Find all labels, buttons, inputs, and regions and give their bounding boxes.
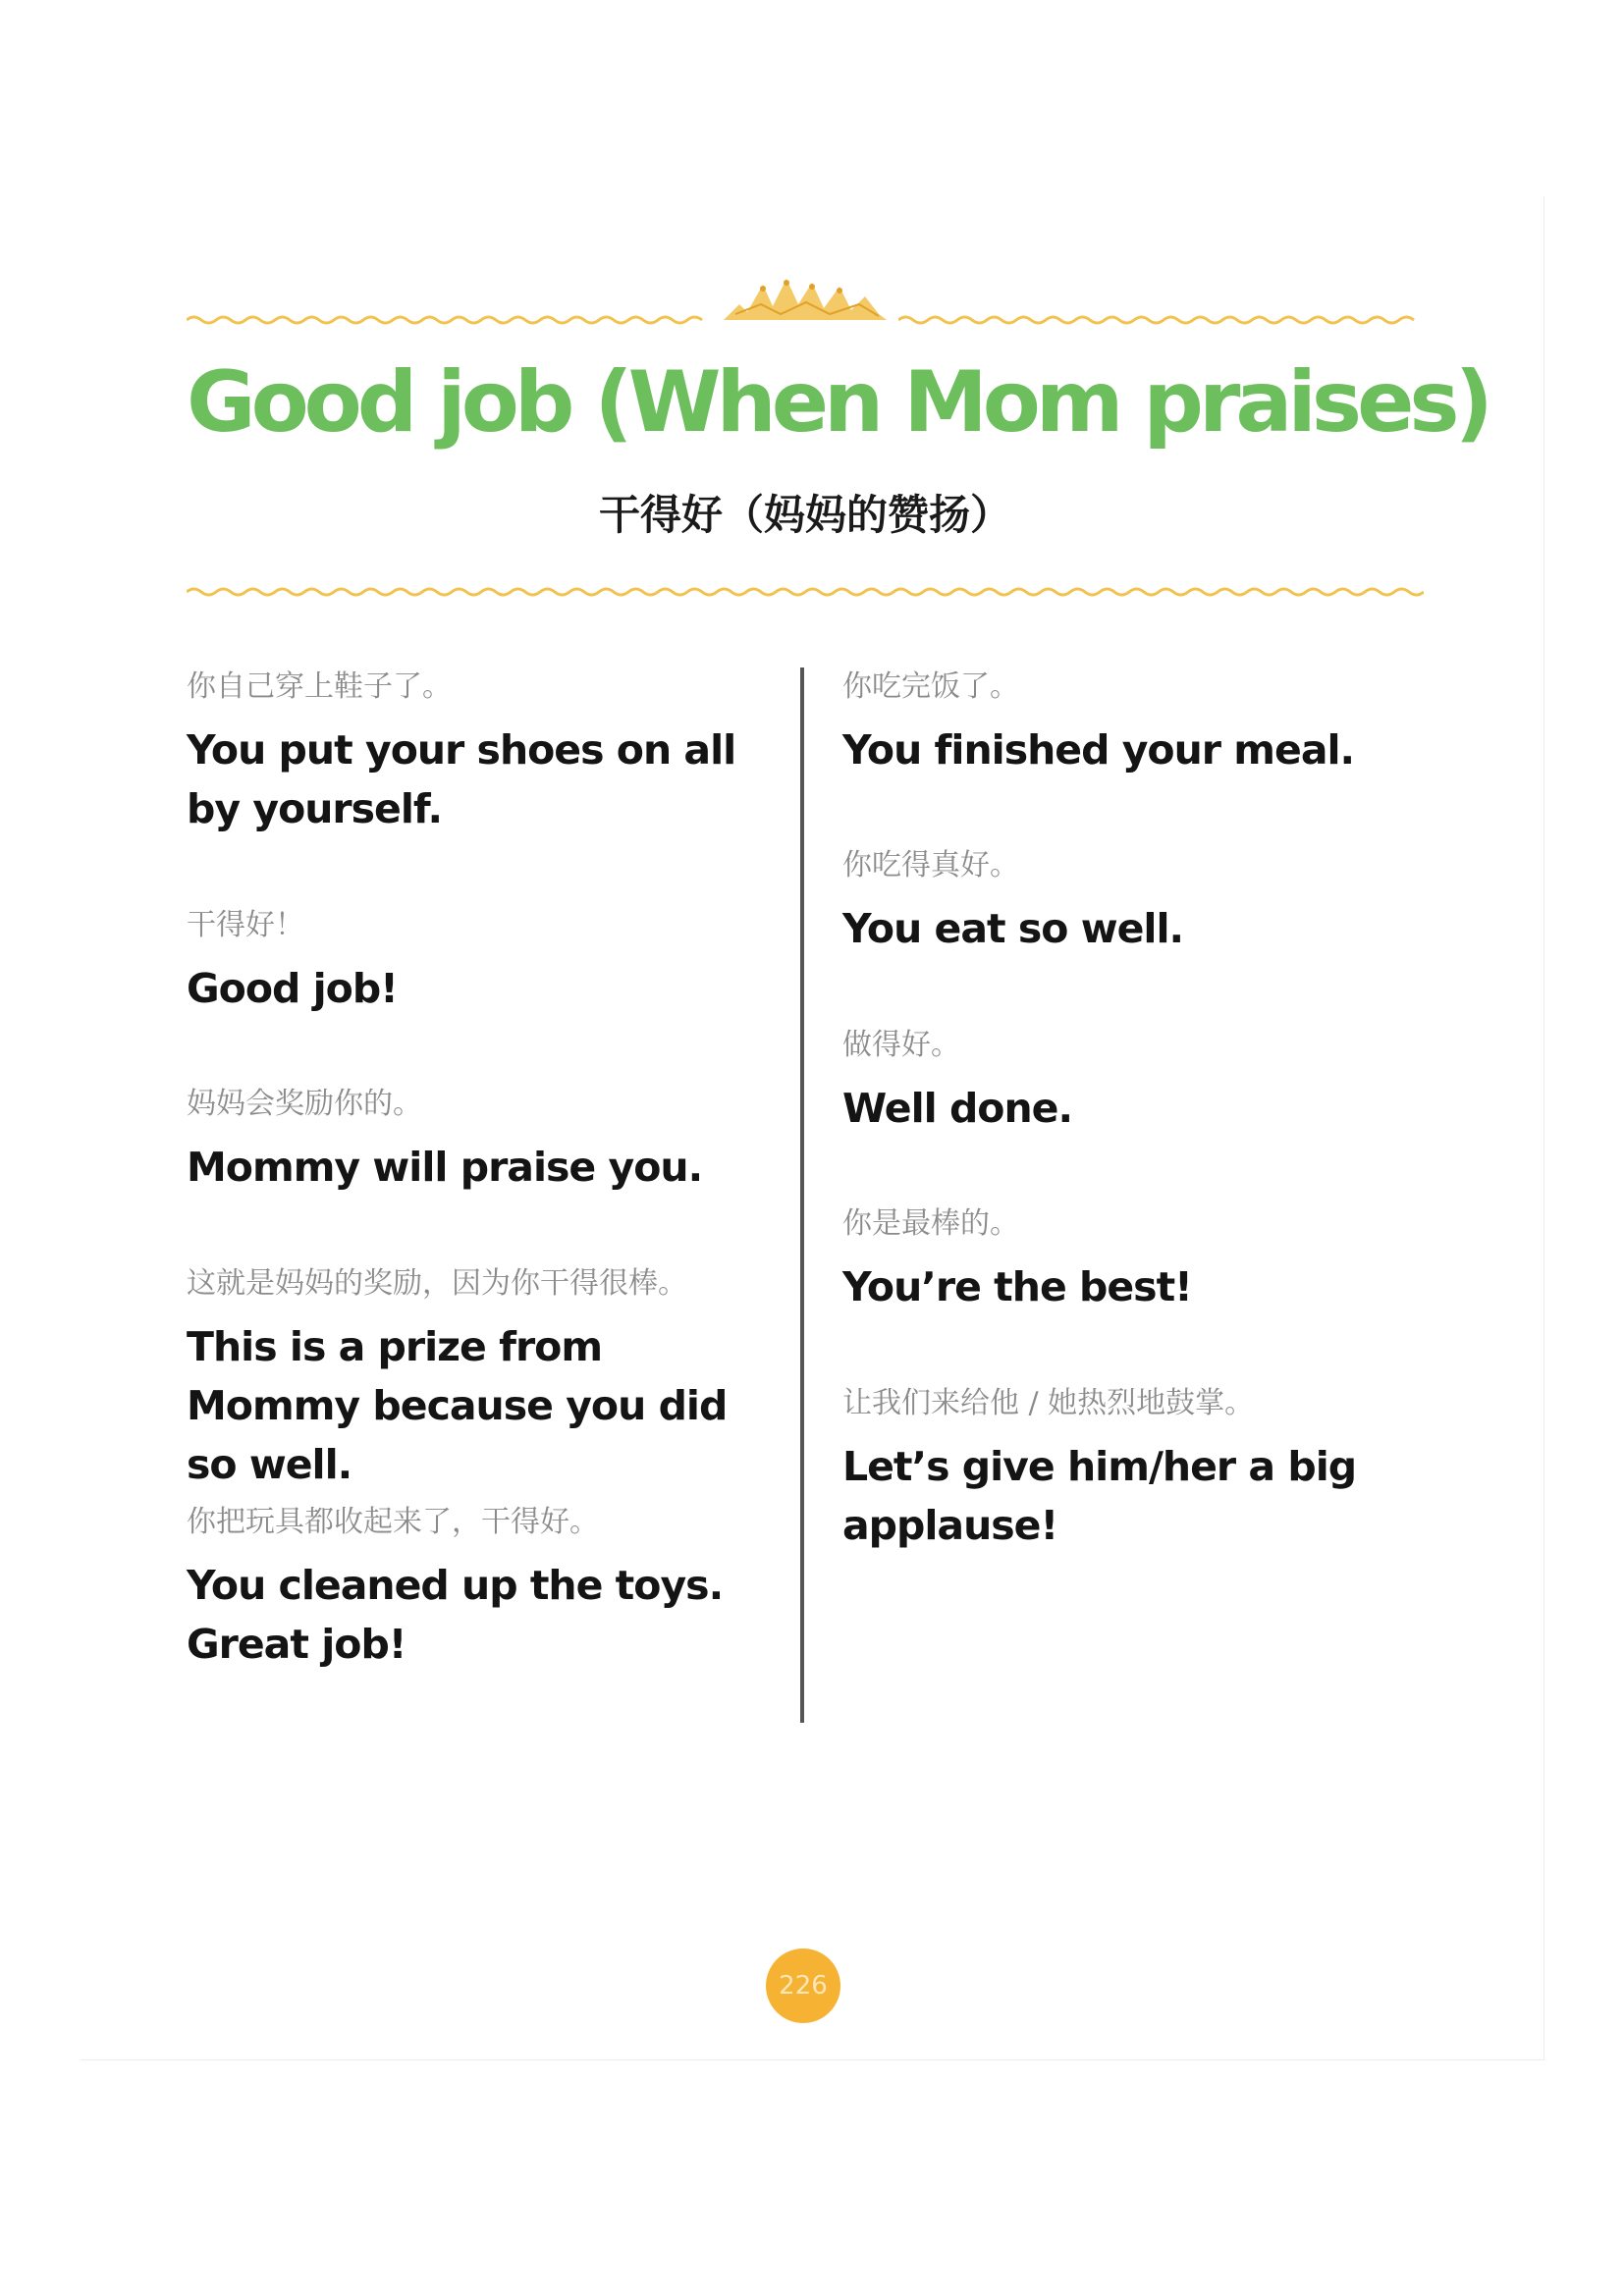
chinese-phrase: 做得好。	[842, 1028, 960, 1062]
chinese-phrase: 你吃得真好。	[842, 848, 1019, 882]
phrase-entry	[842, 1384, 1432, 1555]
chinese-phrase: 妈妈会奖励你的。	[187, 1087, 422, 1121]
chinese-phrase: 你吃完饭了。	[842, 669, 1019, 704]
page-number-badge: 226	[766, 1949, 840, 2023]
english-phrase: Let’s give him/her a big applause!	[842, 1443, 1357, 1549]
phrase-entry	[842, 846, 1432, 958]
phrase-entry	[187, 1264, 776, 1494]
chinese-phrase: 这就是妈妈的奖励，因为你干得很棒。	[187, 1266, 687, 1301]
chinese-phrase: 干得好！	[187, 908, 304, 942]
english-phrase: Good job!	[187, 965, 398, 1012]
page-title: Good job (When Mom praises)	[187, 353, 1489, 452]
crown-ornament-icon	[722, 275, 889, 324]
bottom-wavy-rule	[187, 584, 1424, 600]
english-phrase: You finished your meal.	[842, 726, 1355, 774]
english-phrase: Well done.	[842, 1085, 1073, 1132]
phrase-columns	[187, 667, 1434, 1737]
top-right-wavy-rule	[898, 312, 1424, 328]
phrase-entry	[187, 1085, 776, 1197]
page-header	[187, 275, 1489, 609]
english-phrase: Mommy will praise you.	[187, 1144, 703, 1191]
phrase-entry	[187, 1503, 776, 1674]
page-subtitle: 干得好（妈妈的赞扬）	[598, 491, 1011, 539]
english-phrase: You eat so well.	[842, 905, 1184, 952]
chinese-phrase: 你把玩具都收起来了，干得好。	[187, 1505, 599, 1539]
column-divider	[800, 667, 804, 1723]
english-phrase: You cleaned up the toys. Great job!	[187, 1562, 724, 1668]
english-phrase: This is a prize from Mommy because you did so well.	[187, 1323, 728, 1488]
phrase-entry	[842, 1026, 1432, 1138]
top-left-wavy-rule	[187, 312, 707, 328]
phrase-entry	[187, 667, 776, 838]
chinese-phrase: 让我们来给他 / 她热烈地鼓掌。	[842, 1386, 1255, 1420]
phrase-entry	[842, 667, 1432, 779]
phrase-entry	[187, 906, 776, 1018]
phrase-entry	[842, 1204, 1432, 1316]
chinese-phrase: 你自己穿上鞋子了。	[187, 669, 452, 704]
english-phrase: You put your shoes on all by yourself.	[187, 726, 736, 832]
english-phrase: You’re the best!	[842, 1263, 1192, 1310]
chinese-phrase: 你是最棒的。	[842, 1206, 1019, 1241]
